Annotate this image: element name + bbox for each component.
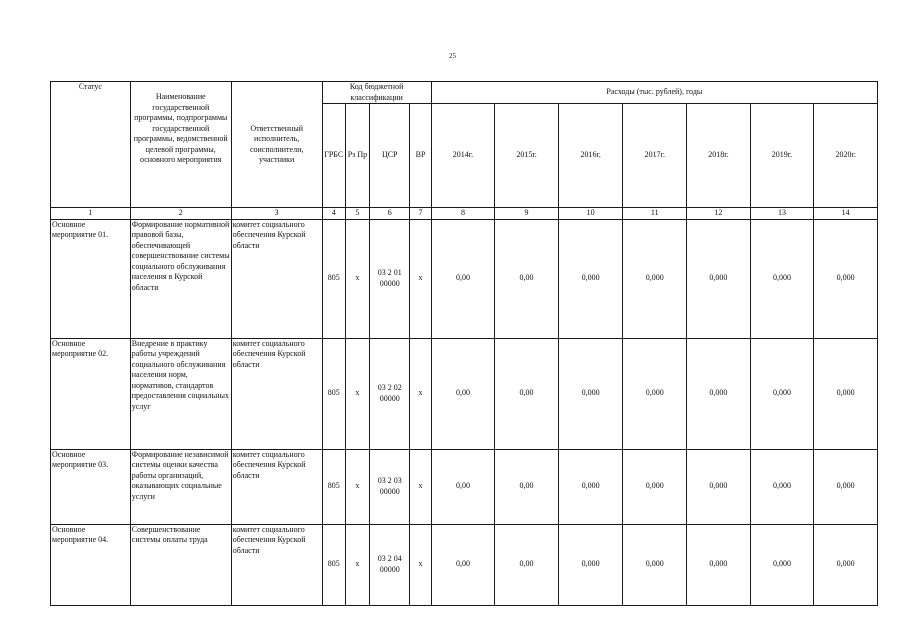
row-vr: х: [410, 524, 431, 605]
row-value: 0,000: [750, 449, 814, 524]
row-value: 0,000: [558, 524, 623, 605]
row-grbs: 805: [322, 219, 345, 338]
row-value: 0,00: [495, 524, 559, 605]
row-value: 0,000: [623, 219, 687, 338]
row-rzpr: х: [345, 449, 369, 524]
row-value: 0,000: [623, 524, 687, 605]
header-year: 2020г.: [814, 104, 878, 208]
row-grbs: 805: [322, 338, 345, 449]
header-year: 2014г.: [431, 104, 495, 208]
header-name: Наименование государственной программы, подпрограммы государственной программы, ведомственной целевой программы, основного мероприятия: [130, 82, 231, 208]
column-number: 11: [623, 208, 687, 220]
row-value: 0,00: [495, 219, 559, 338]
row-value: 0,00: [431, 449, 495, 524]
row-csr: 03 2 04 00000: [370, 524, 410, 605]
column-number: 12: [687, 208, 751, 220]
row-grbs: 805: [322, 524, 345, 605]
column-number: 13: [750, 208, 814, 220]
column-number: 1: [51, 208, 131, 220]
row-value: 0,000: [558, 338, 623, 449]
header-expenses: Расходы (тыс. рублей), годы: [431, 82, 877, 104]
column-number: 2: [130, 208, 231, 220]
page-number: 25: [449, 52, 456, 60]
row-value: 0,000: [558, 219, 623, 338]
column-number: 3: [231, 208, 322, 220]
header-grbs: ГРБС: [322, 104, 345, 208]
row-rzpr: х: [345, 219, 369, 338]
row-vr: х: [410, 338, 431, 449]
table-row: [51, 338, 878, 449]
header-year: 2019г.: [750, 104, 814, 208]
row-rzpr: х: [345, 338, 369, 449]
column-number: 10: [558, 208, 623, 220]
row-responsible: комитет социального обеспечения Курской области: [231, 338, 322, 449]
row-name: Совершенствование системы оплаты труда: [130, 524, 231, 605]
row-value: 0,000: [687, 524, 751, 605]
row-status: Основное мероприятие 01.: [51, 219, 131, 338]
table-row: [51, 449, 878, 524]
row-value: 0,00: [431, 524, 495, 605]
row-value: 0,00: [431, 338, 495, 449]
row-status: Основное мероприятие 04.: [51, 524, 131, 605]
row-value: 0,00: [495, 338, 559, 449]
row-value: 0,000: [814, 338, 878, 449]
header-vr: ВР: [410, 104, 431, 208]
header-status: Статус: [51, 82, 131, 208]
header-year: 2018г.: [687, 104, 751, 208]
row-csr: 03 2 03 00000: [370, 449, 410, 524]
row-value: 0,00: [431, 219, 495, 338]
row-value: 0,00: [495, 449, 559, 524]
row-vr: х: [410, 219, 431, 338]
row-value: 0,000: [750, 524, 814, 605]
row-value: 0,000: [623, 449, 687, 524]
header-rzpr: Рз Пр: [345, 104, 369, 208]
table-row: [51, 219, 878, 338]
header-year: 2015г.: [495, 104, 559, 208]
row-rzpr: х: [345, 524, 369, 605]
column-number: 14: [814, 208, 878, 220]
header-budget-code: Код бюджетной классификации: [322, 82, 431, 104]
header-year: 2017г.: [623, 104, 687, 208]
column-number: 7: [410, 208, 431, 220]
row-name: Формирование независимой системы оценки качества работы организаций, оказывающих социальные услуги: [130, 449, 231, 524]
row-value: 0,000: [687, 449, 751, 524]
row-vr: х: [410, 449, 431, 524]
row-grbs: 805: [322, 449, 345, 524]
row-value: 0,000: [558, 449, 623, 524]
column-number-row: [51, 208, 878, 220]
row-value: 0,000: [750, 219, 814, 338]
header-responsible: Ответственный исполнитель, соисполнители, участники: [231, 82, 322, 208]
row-value: 0,000: [623, 338, 687, 449]
column-number: 5: [345, 208, 369, 220]
row-value: 0,000: [814, 449, 878, 524]
row-value: 0,000: [687, 219, 751, 338]
row-status: Основное мероприятие 03.: [51, 449, 131, 524]
row-value: 0,000: [814, 219, 878, 338]
column-number: 4: [322, 208, 345, 220]
row-value: 0,000: [687, 338, 751, 449]
header-year: 2016г.: [558, 104, 623, 208]
row-name: Формирование нормативной правовой базы, обеспечивающей совершенствование системы социального обслуживания населения в Курской области: [130, 219, 231, 338]
row-csr: 03 2 02 00000: [370, 338, 410, 449]
table-row: [51, 524, 878, 605]
column-number: 6: [370, 208, 410, 220]
row-status: Основное мероприятие 02.: [51, 338, 131, 449]
row-value: 0,000: [750, 338, 814, 449]
column-number: 8: [431, 208, 495, 220]
header-csr: ЦСР: [370, 104, 410, 208]
row-name: Внедрение в практику работы учреждений социального обслуживания населения норм, нормативов, стандартов предоставления социальных услуг: [130, 338, 231, 449]
row-responsible: комитет социального обеспечения Курской области: [231, 524, 322, 605]
budget-table: [50, 81, 878, 606]
row-csr: 03 2 01 00000: [370, 219, 410, 338]
column-number: 9: [495, 208, 559, 220]
row-responsible: комитет социального обеспечения Курской области: [231, 449, 322, 524]
row-value: 0,000: [814, 524, 878, 605]
row-responsible: комитет социального обеспечения Курской области: [231, 219, 322, 338]
